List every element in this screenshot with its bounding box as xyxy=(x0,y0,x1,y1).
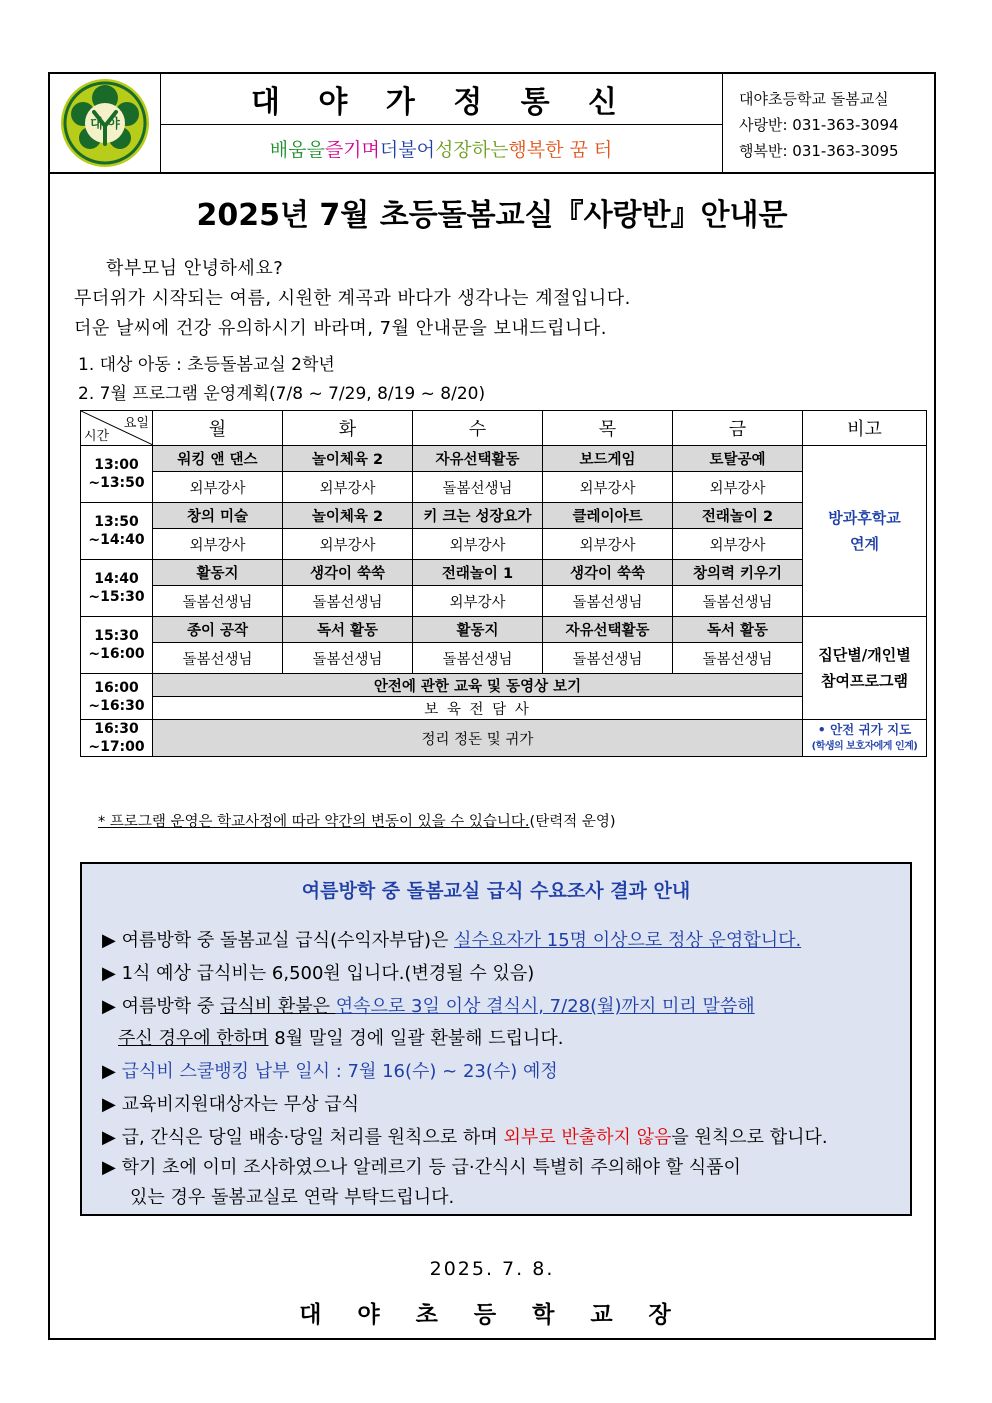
teacher-cell: 외부강사 xyxy=(413,529,543,560)
teacher-cell: 돌봄선생님 xyxy=(413,643,543,674)
time-cell: 13:50 ~14:40 xyxy=(81,503,153,560)
teacher-cell: 돌봄선생님 xyxy=(543,586,673,617)
note-header: 비고 xyxy=(803,411,927,446)
program-cell: 생각이 쑥쑥 xyxy=(283,560,413,586)
program-cell: 정리 정돈 및 귀가 xyxy=(153,720,803,757)
program-cell: 보드게임 xyxy=(543,446,673,472)
teacher-cell: 돌봄선생님 xyxy=(283,643,413,674)
newsletter-header xyxy=(50,74,934,174)
contact-cell xyxy=(723,74,934,172)
greeting-line: 무더위가 시작되는 여름, 시원한 계곡과 바다가 생각나는 계절입니다. xyxy=(74,288,631,309)
teacher-cell: 돌봄선생님 xyxy=(673,643,803,674)
notice-line: ▶ 급식비 스쿨뱅킹 납부 일시 : 7월 16(수) ~ 23(수) 예정 xyxy=(102,1061,558,1082)
program-cell: 키 크는 성장요가 xyxy=(413,503,543,529)
day-header: 목 xyxy=(543,411,673,446)
teacher-cell: 외부강사 xyxy=(153,472,283,503)
program-cell: 자유선택활동 xyxy=(413,446,543,472)
teacher-cell: 외부강사 xyxy=(543,529,673,560)
notice-line: ▶ 급, 간식은 당일 배송·당일 처리를 원칙으로 하며 외부로 반출하지 않음을 원칙으로 합니다. xyxy=(102,1127,828,1148)
greeting-line: 학부모님 안녕하세요? xyxy=(106,258,284,279)
principal-signature: 대 야 초 등 학 교 장 xyxy=(299,1302,685,1328)
main-title: 2025년 7월 초등돌봄교실『사랑반』안내문 xyxy=(196,198,788,233)
footnote: * 프로그램 운영은 학교사정에 따라 약간의 변동이 있을 수 있습니다.(탄력적 운영) xyxy=(98,814,616,830)
day-header: 금 xyxy=(673,411,803,446)
teacher-cell: 외부강사 xyxy=(413,586,543,617)
teacher-cell: 외부강사 xyxy=(283,472,413,503)
program-cell: 전래놀이 2 xyxy=(673,503,803,529)
day-header: 수 xyxy=(413,411,543,446)
slogan-part: 행복한 꿈 터 xyxy=(508,139,613,161)
slogan-part: 더불어 xyxy=(379,139,435,161)
teacher-cell: 외부강사 xyxy=(673,472,803,503)
teacher-cell: 돌봄선생님 xyxy=(153,643,283,674)
program-cell: 자유선택활동 xyxy=(543,617,673,643)
notice-title: 여름방학 중 돌봄교실 급식 수요조사 결과 안내 xyxy=(301,880,691,902)
note-cell: 집단별/개인별 참여프로그램 xyxy=(803,617,927,720)
contact-love: 사랑반: 031-363-3094 xyxy=(739,116,899,134)
newsletter-title: 대 야 가 정 통 신 xyxy=(250,85,632,120)
time-cell: 13:00 ~13:50 xyxy=(81,446,153,503)
notice-line: ▶ 교육비지원대상자는 무상 급식 xyxy=(102,1094,360,1115)
contact-school: 대야초등학교 돌봄교실 xyxy=(739,90,889,108)
slogan xyxy=(160,125,722,172)
day-label: 요일 xyxy=(123,416,149,431)
program-cell: 놀이체육 2 xyxy=(283,503,413,529)
slogan-part: 즐기며 xyxy=(324,139,380,161)
teacher-cell: 보 육 전 담 사 xyxy=(153,697,803,720)
slogan-part: 성장하는 xyxy=(434,139,509,161)
program-cell: 독서 활동 xyxy=(283,617,413,643)
corner-header xyxy=(81,411,153,446)
program-cell: 창의 미술 xyxy=(153,503,283,529)
day-header: 화 xyxy=(283,411,413,446)
program-cell: 토탈공예 xyxy=(673,446,803,472)
notice-line: 주신 경우에 한하며 8월 말일 경에 일괄 환불해 드립니다. xyxy=(118,1028,564,1049)
time-label: 시간 xyxy=(84,429,110,444)
issue-date: 2025. 7. 8. xyxy=(429,1258,555,1280)
teacher-cell: 외부강사 xyxy=(543,472,673,503)
title-cell xyxy=(160,74,723,172)
time-cell: 16:00 ~16:30 xyxy=(81,674,153,720)
teacher-cell: 돌봄선생님 xyxy=(673,586,803,617)
teacher-cell: 외부강사 xyxy=(153,529,283,560)
program-cell: 독서 활동 xyxy=(673,617,803,643)
teacher-cell: 외부강사 xyxy=(673,529,803,560)
program-cell: 활동지 xyxy=(413,617,543,643)
note-cell: 방과후학교 연계 xyxy=(803,446,927,617)
contact-happy: 행복반: 031-363-3095 xyxy=(739,142,899,160)
day-header: 월 xyxy=(153,411,283,446)
teacher-cell: 돌봄선생님 xyxy=(413,472,543,503)
program-cell: 안전에 관한 교육 및 동영상 보기 xyxy=(153,674,803,697)
notice-line: 있는 경우 돌봄교실로 연락 부탁드립니다. xyxy=(130,1187,455,1208)
program-cell: 창의력 키우기 xyxy=(673,560,803,586)
time-cell: 15:30 ~16:00 xyxy=(81,617,153,674)
program-cell: 종이 공작 xyxy=(153,617,283,643)
meal-notice-box xyxy=(80,862,912,1216)
time-cell: 16:30 ~17:00 xyxy=(81,720,153,757)
notice-line: ▶ 1식 예상 급식비는 6,500원 입니다.(변경될 수 있음) xyxy=(102,963,535,984)
target-item: 1. 대상 아동 : 초등돌봄교실 2학년 xyxy=(78,355,335,375)
schedule-table xyxy=(80,410,927,757)
program-item: 2. 7월 프로그램 운영계획(7/8 ~ 7/29, 8/19 ~ 8/20) xyxy=(78,384,486,404)
logo-cell xyxy=(50,74,161,172)
logo-text: 대 야 xyxy=(90,117,120,132)
notice-line: ▶ 여름방학 중 급식비 환불은 연속으로 3일 이상 결식시, 7/28(월)까지 미리 말씀해 xyxy=(102,996,755,1017)
program-cell: 클레이아트 xyxy=(543,503,673,529)
school-logo xyxy=(50,74,160,172)
program-cell: 워킹 앤 댄스 xyxy=(153,446,283,472)
teacher-cell: 돌봄선생님 xyxy=(283,586,413,617)
program-cell: 생각이 쑥쑥 xyxy=(543,560,673,586)
teacher-cell: 돌봄선생님 xyxy=(543,643,673,674)
teacher-cell: 돌봄선생님 xyxy=(153,586,283,617)
notice-line: ▶ 학기 초에 이미 조사하였으나 알레르기 등 급·간식시 특별히 주의해야 할 식품이 xyxy=(102,1157,741,1178)
notice-line: ▶ 여름방학 중 돌봄교실 급식(수익자부담)은 실수요자가 15명 이상으로 정상 운영합니다. xyxy=(102,930,802,951)
program-cell: 전래놀이 1 xyxy=(413,560,543,586)
time-cell: 14:40 ~15:30 xyxy=(81,560,153,617)
note-cell: • 안전 귀가 지도 (학생의 보호자에게 인계) xyxy=(803,720,927,757)
slogan-part: 배움을 xyxy=(269,139,325,161)
newsletter-frame xyxy=(48,72,936,1340)
greeting-line: 더운 날씨에 건강 유의하시기 바라며, 7월 안내문을 보내드립니다. xyxy=(74,318,608,339)
program-cell: 놀이체육 2 xyxy=(283,446,413,472)
teacher-cell: 외부강사 xyxy=(283,529,413,560)
program-cell: 활동지 xyxy=(153,560,283,586)
